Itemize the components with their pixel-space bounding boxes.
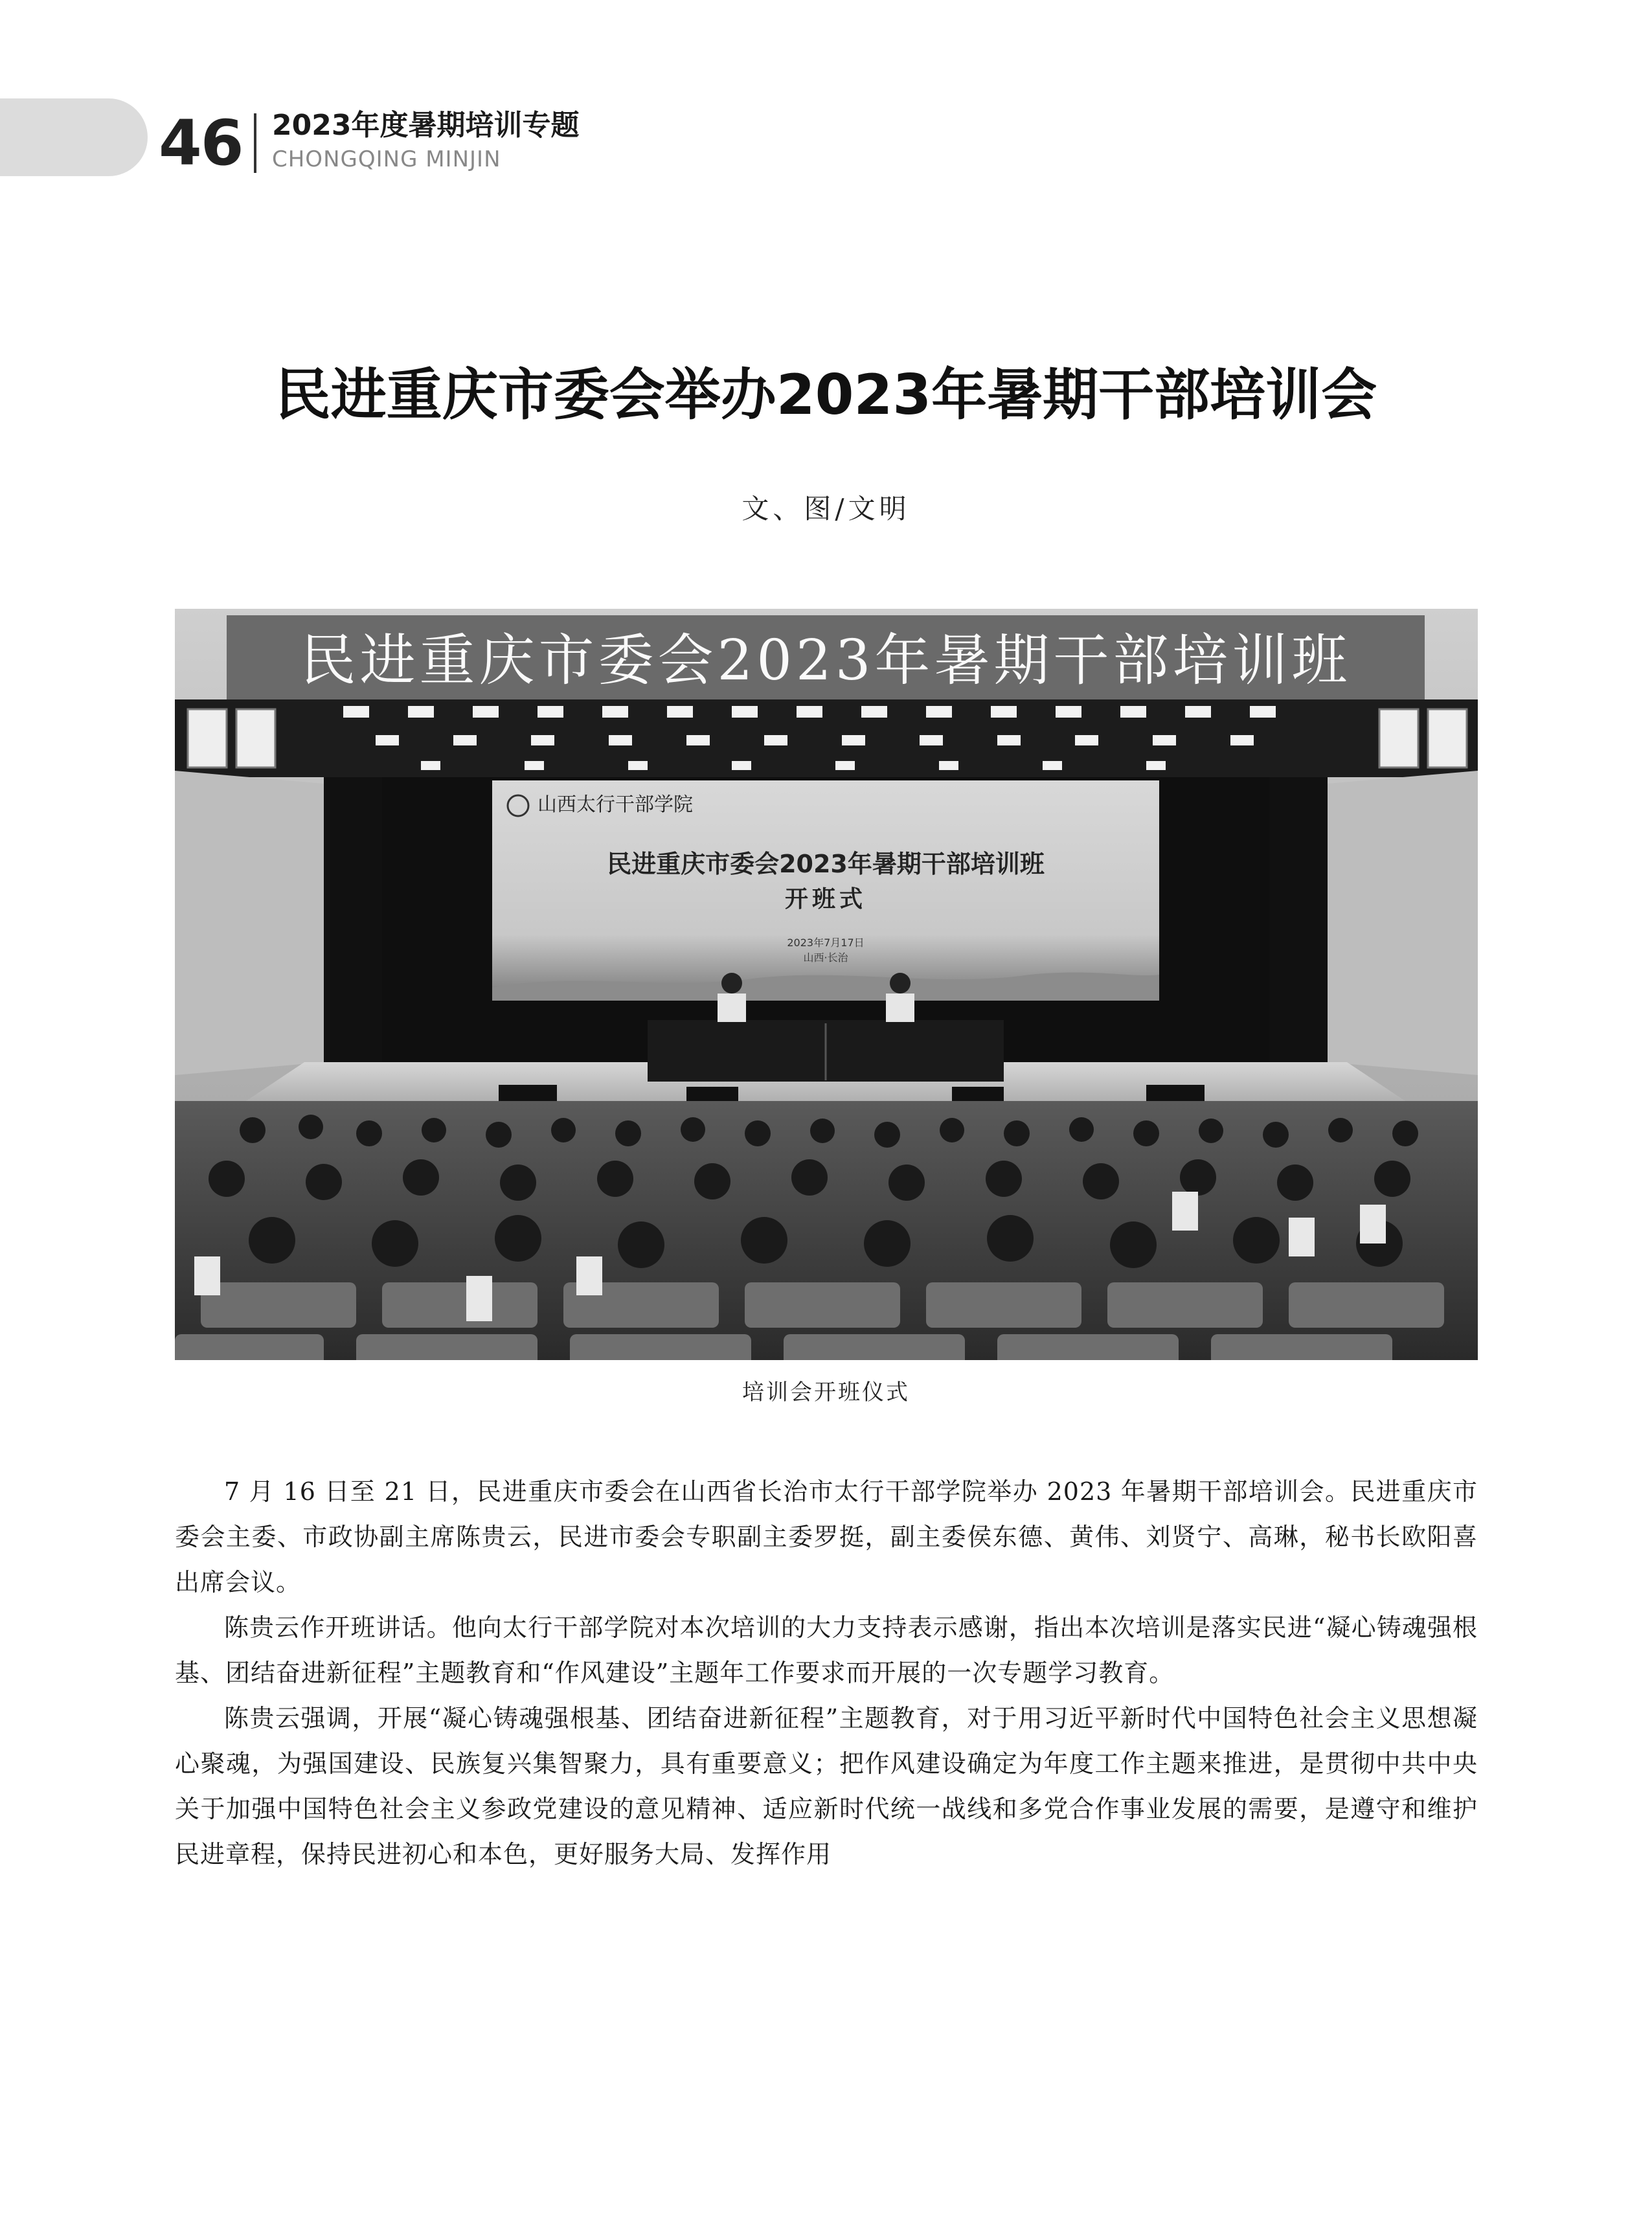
article-title: 民进重庆市委会举办2023年暑期干部培训会 bbox=[275, 363, 1377, 427]
screen-subtitle: 开班式 bbox=[784, 886, 866, 913]
header-tab bbox=[0, 98, 148, 176]
header-divider bbox=[254, 113, 256, 173]
screen-title: 民进重庆市委会2023年暑期干部培训班 bbox=[607, 850, 1045, 878]
article-body bbox=[175, 1469, 1478, 1877]
ceiling bbox=[175, 699, 1478, 777]
left-wall bbox=[175, 771, 324, 1075]
screen-logo-text: 山西太行干部学院 bbox=[537, 793, 693, 816]
right-wall bbox=[1328, 771, 1478, 1075]
photo-caption: 培训会开班仪式 bbox=[742, 1380, 910, 1405]
byline: 文、图/文明 bbox=[741, 493, 911, 525]
paragraph: 7 月 16 日至 21 日，民进重庆市委会在山西省长治市太行干部学院举办 2023 年暑期干部培训会。民进重庆市委会主委、市政协副主席陈贵云，民进市委会专职副主委罗挺，副主委侯东德、黄伟、刘贤宁、高琳，秘书长欧阳喜出席会议。 bbox=[175, 1477, 1478, 1596]
publication-name: CHONGQING MINJIN bbox=[272, 146, 501, 172]
section-title: 2023年度暑期培训专题 bbox=[272, 109, 580, 142]
page-number: 46 bbox=[159, 107, 243, 179]
banner-text: 民进重庆市委会2023年暑期干部培训班 bbox=[300, 628, 1352, 693]
screen-date: 2023年7月17日 bbox=[787, 937, 865, 949]
left-curtain bbox=[324, 777, 382, 1069]
paragraph: 陈贵云强调，开展“凝心铸魂强根基、团结奋进新征程”主题教育，对于用习近平新时代中国特色社会主义思想凝心聚魂，为强国建设、民族复兴集智聚力，具有重要意义；把作风建设确定为年度工作主题来推进，是贯彻中共中央关于加强中国特色社会主义参政党建设的意见精神、适应新时代统一战线和多党合作事业发展的需要，是遵守和维护民进章程，保持民进初心和本色，更好服务大局、发挥作用 bbox=[175, 1704, 1478, 1868]
auditorium-scene bbox=[175, 609, 1478, 1360]
right-curtain bbox=[1269, 777, 1328, 1069]
paragraph: 陈贵云作开班讲话。他向太行干部学院对本次培训的大力支持表示感谢，指出本次培训是落实民进“凝心铸魂强根基、团结奋进新征程”主题教育和“作风建设”主题年工作要求而开展的一次专题学习教育。 bbox=[175, 1613, 1478, 1687]
event-photo bbox=[175, 609, 1478, 1360]
screen-place: 山西·长治 bbox=[803, 951, 848, 964]
